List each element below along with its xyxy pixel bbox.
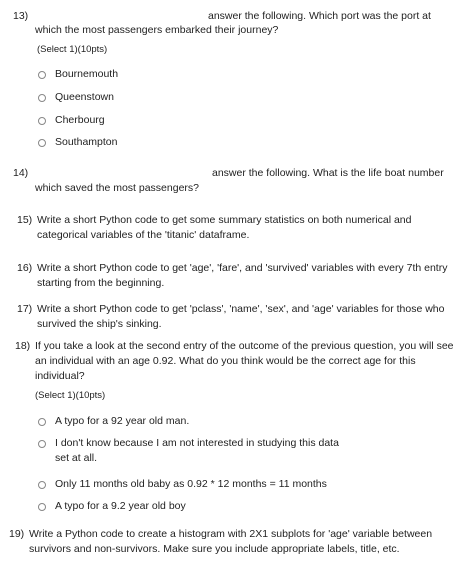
question-text: individual? [35, 370, 85, 382]
option-label: Cherbourg [55, 114, 105, 126]
question-text: categorical variables of the 'titanic' dataframe. [37, 229, 250, 241]
question-text: survived the ship's sinking. [37, 318, 162, 330]
question-text: which saved the most passengers? [35, 182, 200, 194]
radio-button[interactable] [38, 139, 46, 147]
question-number: 18) [15, 340, 31, 352]
radio-button[interactable] [38, 481, 46, 489]
radio-button[interactable] [38, 94, 46, 102]
select-note: (Select 1)(10pts) [37, 44, 108, 55]
option-label: Queenstown [55, 91, 114, 103]
question-number: 14) [13, 167, 29, 179]
radio-button[interactable] [38, 117, 46, 125]
question-text: starting from the beginning. [37, 277, 165, 289]
question-number: 15) [17, 214, 33, 226]
question-text: an individual with an age 0.92. What do you think would be the correct age for this [35, 355, 416, 367]
question-text: answer the following. What is the life boat number [212, 167, 444, 179]
radio-button[interactable] [38, 71, 46, 79]
option-label: Only 11 months old baby as 0.92 * 12 months = 11 months [55, 478, 327, 490]
question-number: 17) [17, 303, 33, 315]
question-text: Write a short Python code to get some summary statistics on both numerical and [37, 214, 412, 226]
question-text: answer the following. Which port was the port at [208, 10, 431, 22]
option-label: set at all. [55, 452, 98, 464]
option-label: I don't know because I am not interested in studying this data [55, 437, 339, 449]
radio-button[interactable] [38, 503, 46, 511]
question-text: Write a short Python code to get 'age', 'fare', and 'survived' variables with every 7th entry [37, 262, 448, 274]
question-number: 13) [13, 10, 29, 22]
select-note: (Select 1)(10pts) [35, 390, 106, 401]
question-text: survivors and non-survivors. Make sure you include appropriate labels, title, etc. [29, 543, 400, 555]
option-label: A typo for a 92 year old man. [55, 415, 190, 427]
question-text: Write a short Python code to get 'pclass', 'name', 'sex', and 'age' variables for those who [37, 303, 445, 315]
option-label: Bournemouth [55, 68, 119, 80]
option-label: A typo for a 9.2 year old boy [55, 500, 186, 512]
question-number: 16) [17, 262, 33, 274]
question-text: If you take a look at the second entry of the outcome of the previous question, you will see [35, 340, 454, 352]
question-number: 19) [9, 528, 25, 540]
question-text: which the most passengers embarked their journey? [35, 24, 279, 36]
radio-button[interactable] [38, 440, 46, 448]
question-text: Write a Python code to create a histogram with 2X1 subplots for 'age' variable between [29, 528, 433, 540]
radio-button[interactable] [38, 418, 46, 426]
option-label: Southampton [55, 136, 118, 148]
